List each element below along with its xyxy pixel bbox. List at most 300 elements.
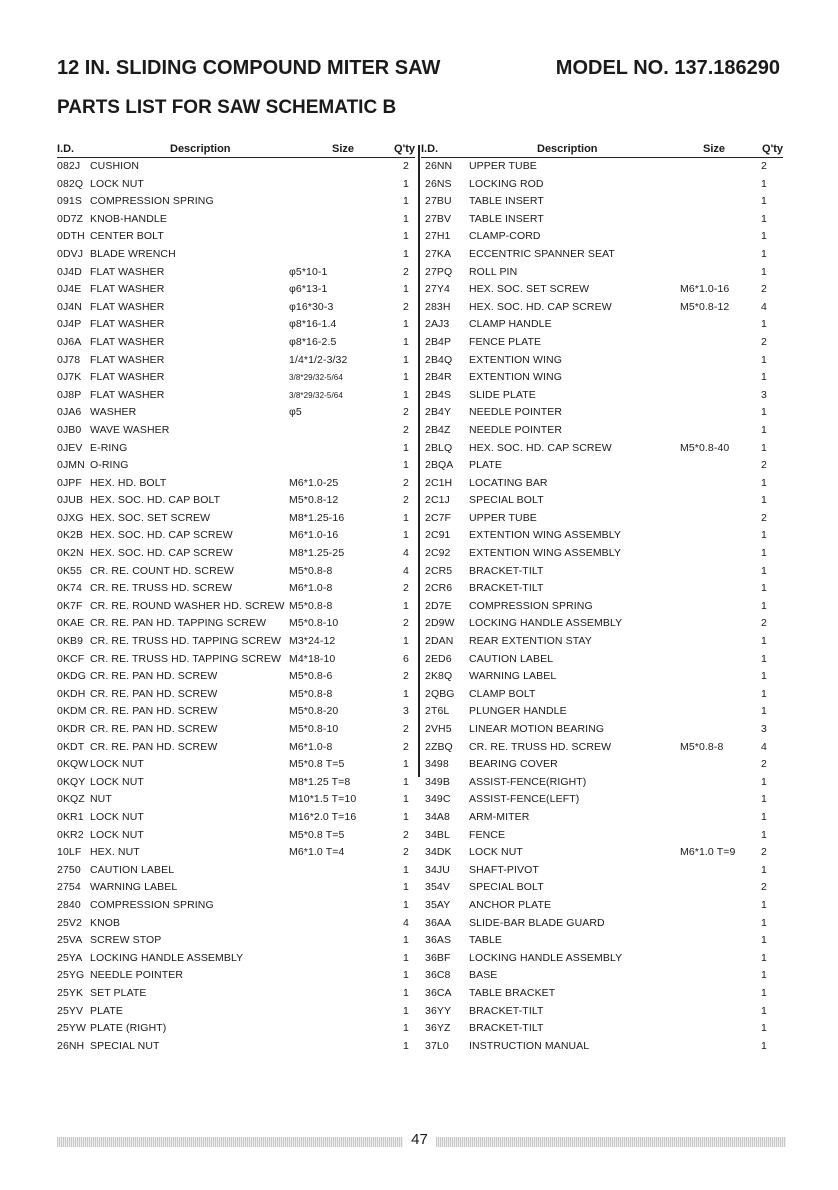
part-description: LOCKING HANDLE ASSEMBLY bbox=[469, 617, 623, 630]
footer-rule-left bbox=[57, 1137, 403, 1147]
part-size: M10*1.5 T=10 bbox=[289, 793, 357, 806]
table-row bbox=[57, 668, 415, 686]
part-id: 2QBG bbox=[425, 687, 455, 700]
table-row bbox=[421, 915, 783, 933]
table-row bbox=[421, 739, 783, 757]
part-id: 27BU bbox=[425, 195, 452, 208]
part-size: M6*1.0-16 bbox=[680, 283, 730, 296]
part-description: HEX. SOC. HD. CAP BOLT bbox=[90, 494, 221, 507]
part-id: 2B4Z bbox=[425, 423, 451, 436]
part-description: LOCKING HANDLE ASSEMBLY bbox=[90, 951, 244, 964]
part-description: BRACKET-TILT bbox=[469, 582, 544, 595]
part-qty: 2 bbox=[761, 511, 767, 524]
table-row bbox=[57, 897, 415, 915]
table-row bbox=[57, 440, 415, 458]
part-description: EXTENTION WING bbox=[469, 371, 562, 384]
part-description: LOCK NUT bbox=[469, 846, 523, 859]
part-qty: 1 bbox=[761, 247, 767, 260]
table-row bbox=[421, 264, 783, 282]
part-id: 36BF bbox=[425, 951, 451, 964]
part-size: φ5 bbox=[289, 406, 302, 419]
part-description: UPPER TUBE bbox=[469, 160, 537, 172]
part-description: LINEAR MOTION BEARING bbox=[469, 723, 605, 735]
part-description: ARM-MITER bbox=[469, 810, 530, 823]
part-id: 26NH bbox=[57, 1039, 85, 1052]
table-row bbox=[57, 228, 415, 246]
part-size: φ16*30-3 bbox=[289, 300, 334, 313]
part-qty: 1 bbox=[761, 635, 767, 648]
part-qty: 1 bbox=[761, 195, 767, 208]
part-qty: 1 bbox=[403, 881, 409, 894]
part-id: 0DTH bbox=[57, 230, 85, 243]
part-description: WARNING LABEL bbox=[90, 881, 178, 894]
table-row bbox=[421, 1038, 783, 1056]
part-qty: 2 bbox=[403, 670, 409, 683]
part-description: SPECIAL NUT bbox=[90, 1039, 160, 1052]
part-id: 2BQA bbox=[425, 459, 454, 472]
part-id: 25YA bbox=[57, 951, 83, 964]
part-qty: 1 bbox=[403, 1039, 409, 1052]
table-row bbox=[57, 299, 415, 317]
table-row bbox=[57, 703, 415, 721]
col-header-description: Description bbox=[170, 143, 231, 155]
part-size: φ8*16-1.4 bbox=[289, 318, 337, 331]
table-row bbox=[421, 791, 783, 809]
part-qty: 1 bbox=[761, 212, 767, 225]
part-size: M5*0.8-12 bbox=[289, 494, 339, 507]
part-description: ASSIST-FENCE(LEFT) bbox=[469, 793, 580, 806]
table-row bbox=[421, 334, 783, 352]
part-description: ASSIST-FENCE(RIGHT) bbox=[469, 775, 587, 788]
part-id: 0KDH bbox=[57, 687, 86, 700]
part-description: CR. RE. PAN HD. SCREW bbox=[90, 740, 218, 753]
table-row bbox=[57, 827, 415, 845]
part-description: CLAMP HANDLE bbox=[469, 318, 552, 331]
part-description: PLUNGER HANDLE bbox=[469, 705, 567, 718]
part-description: FENCE PLATE bbox=[469, 335, 542, 348]
part-description: EXTENTION WING ASSEMBLY bbox=[469, 547, 622, 560]
part-qty: 1 bbox=[761, 951, 767, 964]
part-id: 36C8 bbox=[425, 969, 451, 982]
part-qty: 1 bbox=[761, 775, 767, 788]
part-qty: 1 bbox=[761, 810, 767, 823]
part-description: TABLE INSERT bbox=[469, 195, 544, 208]
part-qty: 1 bbox=[761, 476, 767, 489]
table-row bbox=[57, 739, 415, 757]
part-description: CLAMP-CORD bbox=[469, 230, 541, 243]
table-row bbox=[421, 475, 783, 493]
part-id: 0J4E bbox=[57, 283, 82, 296]
part-qty: 1 bbox=[403, 775, 409, 788]
part-id: 2AJ3 bbox=[425, 318, 450, 331]
part-qty: 1 bbox=[761, 828, 767, 841]
table-row bbox=[421, 527, 783, 545]
part-size: M5*0.8-12 bbox=[680, 300, 730, 313]
part-description: CUSHION bbox=[90, 160, 140, 172]
model-number: MODEL NO. 137.186290 bbox=[555, 57, 780, 79]
table-row bbox=[57, 756, 415, 774]
part-id: 354V bbox=[425, 881, 450, 894]
part-qty: 1 bbox=[761, 1022, 767, 1035]
part-qty: 1 bbox=[761, 547, 767, 560]
part-qty: 1 bbox=[761, 986, 767, 999]
part-description: SLIDE PLATE bbox=[469, 388, 536, 401]
part-description: FLAT WASHER bbox=[90, 300, 165, 313]
part-id: 27Y4 bbox=[425, 283, 450, 296]
table-row bbox=[421, 774, 783, 792]
part-id: 34A8 bbox=[425, 810, 450, 823]
part-qty: 1 bbox=[403, 687, 409, 700]
part-qty: 2 bbox=[403, 828, 409, 841]
part-id: 27H1 bbox=[425, 230, 451, 243]
table-row bbox=[57, 527, 415, 545]
part-qty: 1 bbox=[403, 353, 409, 366]
col-header-description: Description bbox=[537, 143, 598, 155]
part-id: 0J6A bbox=[57, 335, 82, 348]
part-size: M6*1.0 T=4 bbox=[289, 846, 345, 859]
part-qty: 1 bbox=[403, 247, 409, 260]
part-description: BRACKET-TILT bbox=[469, 1022, 544, 1035]
table-row bbox=[421, 158, 783, 176]
part-id: 0KQZ bbox=[57, 793, 85, 806]
table-row bbox=[57, 211, 415, 229]
column-divider bbox=[418, 145, 420, 777]
part-description: CR. RE. PAN HD. TAPPING SCREW bbox=[90, 617, 267, 630]
table-row bbox=[57, 422, 415, 440]
table-row bbox=[57, 158, 415, 176]
table-row bbox=[421, 246, 783, 264]
part-id: 0KDM bbox=[57, 705, 87, 718]
part-qty: 4 bbox=[403, 564, 409, 577]
part-description: CR. RE. TRUSS HD. TAPPING SCREW bbox=[90, 652, 281, 665]
part-description: HEX. SOC. SET SCREW bbox=[90, 511, 211, 524]
table-row bbox=[421, 1003, 783, 1021]
part-description: ECCENTRIC SPANNER SEAT bbox=[469, 247, 615, 260]
table-row bbox=[57, 721, 415, 739]
part-description: HEX. SOC. HD. CAP SCREW bbox=[469, 441, 612, 454]
part-id: 34JU bbox=[425, 863, 450, 876]
parts-table-right bbox=[421, 142, 783, 1055]
part-description: HEX. NUT bbox=[90, 846, 140, 859]
part-qty: 2 bbox=[761, 160, 767, 172]
part-id: 2840 bbox=[57, 898, 81, 911]
col-header-id: I.D. bbox=[421, 143, 439, 155]
part-id: 0J4N bbox=[57, 300, 82, 313]
part-id: 2CR5 bbox=[425, 564, 453, 577]
part-qty: 1 bbox=[761, 494, 767, 507]
part-description: SPECIAL BOLT bbox=[469, 881, 544, 894]
table-row bbox=[421, 721, 783, 739]
table-row bbox=[421, 492, 783, 510]
table-row bbox=[57, 915, 415, 933]
table-row bbox=[57, 281, 415, 299]
part-size: M6*1.0-16 bbox=[289, 529, 339, 542]
table-row bbox=[421, 316, 783, 334]
part-size: M4*18-10 bbox=[289, 652, 336, 665]
table-row bbox=[421, 651, 783, 669]
part-qty: 1 bbox=[403, 951, 409, 964]
part-id: 0KAE bbox=[57, 617, 85, 630]
part-id: 2CR6 bbox=[425, 582, 453, 595]
part-qty: 1 bbox=[761, 863, 767, 876]
part-description: ANCHOR PLATE bbox=[469, 898, 552, 911]
part-description: FLAT WASHER bbox=[90, 371, 165, 384]
part-description: CAUTION LABEL bbox=[469, 652, 554, 665]
col-header-size: Size bbox=[703, 143, 726, 155]
part-id: 0KR1 bbox=[57, 810, 84, 823]
part-id: 0JEV bbox=[57, 441, 83, 454]
part-id: 283H bbox=[425, 300, 451, 313]
part-id: 26NS bbox=[425, 177, 452, 190]
part-id: 2B4R bbox=[425, 371, 452, 384]
part-description: INSTRUCTION MANUAL bbox=[469, 1039, 590, 1052]
part-qty: 1 bbox=[761, 423, 767, 436]
table-row bbox=[421, 985, 783, 1003]
table-row bbox=[57, 369, 415, 387]
table-row bbox=[421, 1020, 783, 1038]
part-qty: 1 bbox=[403, 898, 409, 911]
part-qty: 1 bbox=[761, 564, 767, 577]
part-description: EXTENTION WING ASSEMBLY bbox=[469, 529, 622, 542]
table-row bbox=[57, 510, 415, 528]
part-id: 2T6L bbox=[425, 705, 450, 718]
part-qty: 2 bbox=[761, 283, 767, 296]
part-description: CR. RE. PAN HD. SCREW bbox=[90, 723, 218, 735]
table-row bbox=[421, 668, 783, 686]
part-qty: 1 bbox=[761, 177, 767, 190]
table-row bbox=[421, 387, 783, 405]
part-id: 0J4D bbox=[57, 265, 82, 278]
col-header-qty: Q'ty bbox=[762, 143, 783, 155]
part-qty: 1 bbox=[761, 1004, 767, 1017]
part-qty: 1 bbox=[403, 195, 409, 208]
part-id: 2ZBQ bbox=[425, 740, 453, 753]
part-qty: 4 bbox=[403, 916, 409, 929]
part-id: 2K8Q bbox=[425, 670, 453, 683]
part-description: LOCKING ROD bbox=[469, 177, 544, 190]
part-description: HEX. SOC. HD. CAP SCREW bbox=[90, 529, 233, 542]
part-qty: 1 bbox=[403, 335, 409, 348]
part-qty: 1 bbox=[761, 529, 767, 542]
table-row bbox=[421, 457, 783, 475]
table-row bbox=[57, 387, 415, 405]
part-id: 0K7F bbox=[57, 599, 83, 612]
part-description: FLAT WASHER bbox=[90, 353, 165, 366]
part-description: BASE bbox=[469, 969, 498, 982]
table-row bbox=[57, 316, 415, 334]
part-description: E-RING bbox=[90, 441, 128, 454]
part-size: M8*1.25 T=8 bbox=[289, 775, 351, 788]
part-id: 0KR2 bbox=[57, 828, 84, 841]
table-row bbox=[421, 598, 783, 616]
part-id: 36CA bbox=[425, 986, 452, 999]
part-qty: 2 bbox=[403, 423, 409, 436]
part-qty: 1 bbox=[761, 599, 767, 612]
part-size: M5*0.8-8 bbox=[289, 564, 333, 577]
part-description: LOCK NUT bbox=[90, 758, 144, 771]
table-row bbox=[421, 580, 783, 598]
part-id: 25YV bbox=[57, 1004, 84, 1017]
part-id: 0KCF bbox=[57, 652, 85, 665]
part-description: FLAT WASHER bbox=[90, 335, 165, 348]
part-qty: 1 bbox=[761, 265, 767, 278]
part-qty: 1 bbox=[761, 670, 767, 683]
part-description: NUT bbox=[90, 793, 112, 806]
table-row bbox=[57, 862, 415, 880]
part-size: 3/8*29/32-5/64 bbox=[289, 390, 343, 400]
part-description: FENCE bbox=[469, 828, 506, 841]
part-qty: 1 bbox=[403, 212, 409, 225]
part-qty: 1 bbox=[761, 934, 767, 947]
part-qty: 1 bbox=[761, 230, 767, 243]
part-description: CR. RE. PAN HD. SCREW bbox=[90, 670, 218, 683]
part-id: 2754 bbox=[57, 881, 81, 894]
table-row bbox=[421, 633, 783, 651]
part-description: WARNING LABEL bbox=[469, 670, 557, 683]
table-row bbox=[421, 299, 783, 317]
table-row bbox=[57, 457, 415, 475]
table-row bbox=[57, 615, 415, 633]
table-row bbox=[421, 862, 783, 880]
table-row bbox=[421, 193, 783, 211]
part-qty: 2 bbox=[403, 494, 409, 507]
part-qty: 2 bbox=[761, 335, 767, 348]
part-size: M5*0.8-20 bbox=[289, 705, 339, 718]
part-description: COMPRESSION SPRING bbox=[469, 599, 593, 612]
part-description: LOCKING HANDLE ASSEMBLY bbox=[469, 951, 623, 964]
part-id: 2BLQ bbox=[425, 441, 453, 454]
part-qty: 1 bbox=[403, 511, 409, 524]
title-left: 12 IN. SLIDING COMPOUND MITER SAW bbox=[57, 57, 441, 79]
part-id: 27KA bbox=[425, 247, 452, 260]
table-body-left bbox=[57, 158, 415, 1055]
part-id: 27BV bbox=[425, 212, 452, 225]
part-id: 091S bbox=[57, 195, 82, 208]
table-row bbox=[57, 1038, 415, 1056]
part-qty: 2 bbox=[403, 265, 409, 278]
part-qty: 1 bbox=[403, 810, 409, 823]
part-description: LOCATING BAR bbox=[469, 476, 548, 489]
part-qty: 3 bbox=[761, 723, 767, 735]
table-row bbox=[421, 211, 783, 229]
part-qty: 1 bbox=[761, 969, 767, 982]
part-size: M8*1.25-16 bbox=[289, 511, 345, 524]
part-qty: 1 bbox=[403, 318, 409, 331]
part-id: 0J7K bbox=[57, 371, 82, 384]
table-row bbox=[421, 703, 783, 721]
part-id: 349B bbox=[425, 775, 450, 788]
part-size: M5*0.8-8 bbox=[680, 740, 724, 753]
part-description: CR. RE. PAN HD. SCREW bbox=[90, 687, 218, 700]
part-description: LOCK NUT bbox=[90, 177, 144, 190]
part-qty: 2 bbox=[403, 300, 409, 313]
part-id: 10LF bbox=[57, 846, 82, 859]
part-description: SET PLATE bbox=[90, 986, 147, 999]
part-qty: 2 bbox=[403, 723, 409, 735]
table-row bbox=[421, 510, 783, 528]
part-size: M8*1.25-25 bbox=[289, 547, 345, 560]
part-qty: 2 bbox=[403, 740, 409, 753]
part-description: COMPRESSION SPRING bbox=[90, 195, 214, 208]
table-row bbox=[57, 492, 415, 510]
table-row bbox=[421, 369, 783, 387]
part-size: M5*0.8 T=5 bbox=[289, 758, 345, 771]
part-id: 2B4P bbox=[425, 335, 452, 348]
part-id: 3498 bbox=[425, 758, 449, 771]
part-id: 2C92 bbox=[425, 547, 451, 560]
part-id: 34DK bbox=[425, 846, 452, 859]
part-id: 2DAN bbox=[425, 635, 454, 648]
table-row bbox=[57, 967, 415, 985]
col-header-qty: Q'ty bbox=[394, 143, 415, 155]
part-qty: 2 bbox=[403, 617, 409, 630]
col-header-id: I.D. bbox=[57, 143, 75, 155]
table-row bbox=[57, 1003, 415, 1021]
part-id: 35AY bbox=[425, 898, 451, 911]
part-description: UPPER TUBE bbox=[469, 511, 537, 524]
part-qty: 1 bbox=[403, 388, 409, 401]
part-id: 0KQY bbox=[57, 775, 86, 788]
part-size: M6*1.0-8 bbox=[289, 582, 333, 595]
part-description: TABLE BRACKET bbox=[469, 986, 556, 999]
part-description: SHAFT-PIVOT bbox=[469, 863, 539, 876]
part-description: KNOB bbox=[90, 916, 121, 929]
part-description: COMPRESSION SPRING bbox=[90, 898, 214, 911]
part-description: SLIDE-BAR BLADE GUARD bbox=[469, 916, 605, 929]
part-description: CAUTION LABEL bbox=[90, 863, 175, 876]
part-size: M5*0.8-6 bbox=[289, 670, 333, 683]
table-body-right bbox=[421, 158, 783, 1055]
table-row bbox=[57, 193, 415, 211]
part-description: PLATE (RIGHT) bbox=[90, 1022, 167, 1035]
part-qty: 1 bbox=[403, 969, 409, 982]
part-qty: 4 bbox=[761, 300, 767, 313]
table-row bbox=[57, 404, 415, 422]
col-header-size: Size bbox=[332, 143, 355, 155]
part-qty: 1 bbox=[403, 793, 409, 806]
part-id: 2D9W bbox=[425, 617, 455, 630]
table-row bbox=[421, 879, 783, 897]
part-qty: 1 bbox=[761, 793, 767, 806]
part-id: 082J bbox=[57, 160, 81, 172]
table-row bbox=[57, 264, 415, 282]
part-id: 36AS bbox=[425, 934, 452, 947]
part-size: M5*0.8-8 bbox=[289, 687, 333, 700]
part-id: 0J8P bbox=[57, 388, 82, 401]
part-qty: 2 bbox=[403, 846, 409, 859]
part-id: 0D7Z bbox=[57, 212, 84, 225]
part-id: 0K2N bbox=[57, 547, 84, 560]
part-id: 0K55 bbox=[57, 564, 82, 577]
table-row bbox=[57, 475, 415, 493]
part-id: 27PQ bbox=[425, 265, 453, 278]
table-row bbox=[421, 440, 783, 458]
parts-table-left bbox=[57, 142, 415, 1055]
part-size: M5*0.8-10 bbox=[289, 723, 339, 735]
part-qty: 1 bbox=[761, 353, 767, 366]
part-id: 2750 bbox=[57, 863, 81, 876]
part-description: SPECIAL BOLT bbox=[469, 494, 544, 507]
part-id: 0J78 bbox=[57, 353, 81, 366]
table-row bbox=[57, 879, 415, 897]
part-description: O-RING bbox=[90, 459, 129, 472]
part-id: 2B4S bbox=[425, 388, 452, 401]
part-qty: 1 bbox=[761, 582, 767, 595]
part-description: KNOB-HANDLE bbox=[90, 212, 167, 225]
table-row bbox=[421, 176, 783, 194]
table-row bbox=[57, 334, 415, 352]
part-qty: 2 bbox=[403, 406, 409, 419]
